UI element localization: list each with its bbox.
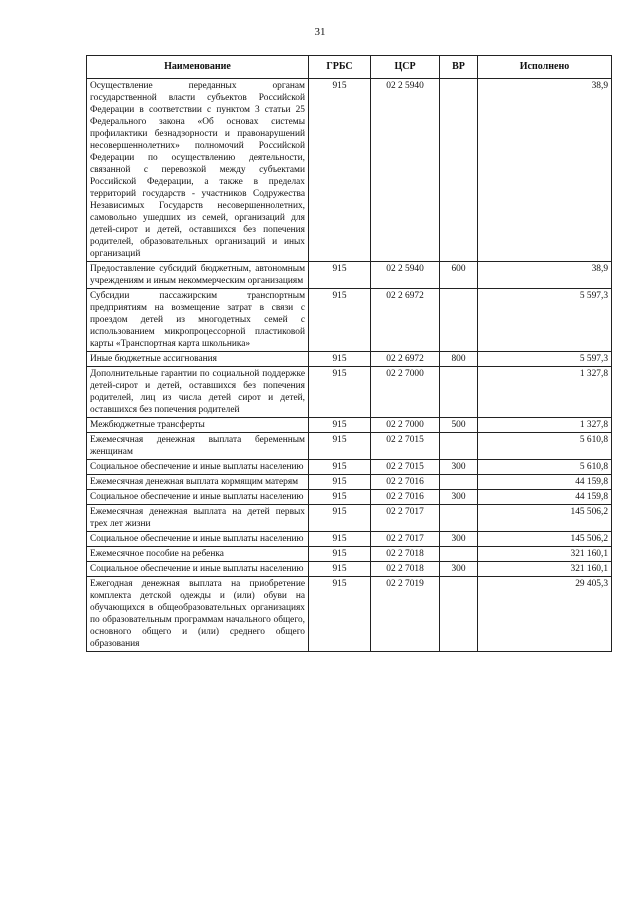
cell-amount: 321 160,1 [478,547,612,562]
cell-name: Субсидии пассажирским транспортным предприятиям на возмещение затрат в связи с проездом детей из многодетных семей с использованием микропроцессорной пластиковой карты «Транспортная карта школьника» [87,289,309,352]
cell-name: Осуществление переданных органам государственной власти субъектов Российской Федерации в соответствии с пунктом 3 статьи 25 Федерального закона «Об основах системы профилактики безнадзорности и правонарушений несовершеннолетних» полномочий Российской Федерации по осуществлению деятельности, связанной с перевозкой между субъектами Российской Федерации, а также в пределах территорий государств - участников Содружества Независимых Государств несовершеннолетних, самовольно ушедших из семей, организаций для детей-сирот и детей, оставшихся без попечения родителей, образовательных организаций и иных организаций [87,79,309,262]
cell-vr [440,547,478,562]
table-row [87,418,612,433]
header-amount: Исполнено [478,56,612,79]
cell-grbs: 915 [309,367,371,418]
cell-name: Предоставление субсидий бюджетным, автономным учреждениям и иным некоммерческим организациям [87,262,309,289]
cell-vr [440,367,478,418]
cell-amount: 321 160,1 [478,562,612,577]
cell-vr: 300 [440,490,478,505]
cell-grbs: 915 [309,79,371,262]
cell-vr [440,475,478,490]
header-grbs: ГРБС [309,56,371,79]
cell-grbs: 915 [309,532,371,547]
cell-grbs: 915 [309,475,371,490]
cell-csr: 02 2 5940 [371,79,440,262]
cell-grbs: 915 [309,262,371,289]
cell-vr [440,577,478,652]
cell-amount: 145 506,2 [478,532,612,547]
cell-amount: 145 506,2 [478,505,612,532]
header-vr: ВР [440,56,478,79]
cell-vr: 300 [440,532,478,547]
cell-vr [440,505,478,532]
cell-name: Социальное обеспечение и иные выплаты населению [87,460,309,475]
cell-vr: 300 [440,562,478,577]
cell-vr [440,79,478,262]
cell-grbs: 915 [309,577,371,652]
cell-csr: 02 2 7000 [371,367,440,418]
cell-vr [440,289,478,352]
cell-name: Ежемесячное пособие на ребенка [87,547,309,562]
table-row [87,505,612,532]
table-row [87,352,612,367]
table-row [87,490,612,505]
cell-name: Дополнительные гарантии по социальной поддержке детей-сирот и детей, оставшихся без попечения родителей, лиц из числа детей сирот и детей, оставшихся без попечения родителей [87,367,309,418]
cell-name: Ежемесячная денежная выплата беременным женщинам [87,433,309,460]
cell-amount: 1 327,8 [478,418,612,433]
cell-csr: 02 2 7018 [371,562,440,577]
cell-name: Межбюджетные трансферты [87,418,309,433]
table-header-row [87,56,612,79]
cell-grbs: 915 [309,433,371,460]
cell-amount: 1 327,8 [478,367,612,418]
page-number: 31 [314,26,326,38]
cell-name: Ежегодная денежная выплата на приобретение комплекта детской одежды и (или) обуви на обучающихся в общеобразовательных организациях по образовательным программам начального общего, основного общего и (или) среднего общего образования [87,577,309,652]
table-row [87,460,612,475]
table-row [87,289,612,352]
cell-vr: 300 [440,460,478,475]
cell-grbs: 915 [309,505,371,532]
cell-csr: 02 2 7017 [371,505,440,532]
table-row [87,262,612,289]
cell-amount: 5 597,3 [478,352,612,367]
cell-vr: 800 [440,352,478,367]
cell-amount: 44 159,8 [478,475,612,490]
cell-amount: 5 610,8 [478,460,612,475]
cell-csr: 02 2 7016 [371,490,440,505]
cell-name: Ежемесячная денежная выплата кормящим матерям [87,475,309,490]
header-csr: ЦСР [371,56,440,79]
cell-name: Социальное обеспечение и иные выплаты населению [87,532,309,547]
cell-name: Социальное обеспечение и иные выплаты населению [87,562,309,577]
table-row [87,547,612,562]
cell-csr: 02 2 7000 [371,418,440,433]
cell-csr: 02 2 6972 [371,289,440,352]
table-row [87,475,612,490]
cell-grbs: 915 [309,289,371,352]
cell-name: Ежемесячная денежная выплата на детей первых трех лет жизни [87,505,309,532]
table-row [87,367,612,418]
cell-amount: 44 159,8 [478,490,612,505]
cell-csr: 02 2 7018 [371,547,440,562]
cell-grbs: 915 [309,547,371,562]
cell-grbs: 915 [309,562,371,577]
cell-csr: 02 2 7015 [371,460,440,475]
cell-amount: 29 405,3 [478,577,612,652]
header-name: Наименование [87,56,309,79]
cell-grbs: 915 [309,352,371,367]
cell-vr: 600 [440,262,478,289]
cell-vr: 500 [440,418,478,433]
cell-amount: 38,9 [478,79,612,262]
budget-execution-table [86,55,612,652]
cell-csr: 02 2 5940 [371,262,440,289]
cell-csr: 02 2 7017 [371,532,440,547]
table-row [87,433,612,460]
table-row [87,577,612,652]
table-row [87,79,612,262]
table-body [87,79,612,652]
cell-grbs: 915 [309,490,371,505]
cell-amount: 5 597,3 [478,289,612,352]
cell-csr: 02 2 7019 [371,577,440,652]
table-row [87,532,612,547]
cell-csr: 02 2 7015 [371,433,440,460]
cell-name: Социальное обеспечение и иные выплаты населению [87,490,309,505]
cell-csr: 02 2 6972 [371,352,440,367]
cell-csr: 02 2 7016 [371,475,440,490]
cell-name: Иные бюджетные ассигнования [87,352,309,367]
cell-amount: 5 610,8 [478,433,612,460]
cell-vr [440,433,478,460]
cell-grbs: 915 [309,418,371,433]
cell-grbs: 915 [309,460,371,475]
cell-amount: 38,9 [478,262,612,289]
table-row [87,562,612,577]
